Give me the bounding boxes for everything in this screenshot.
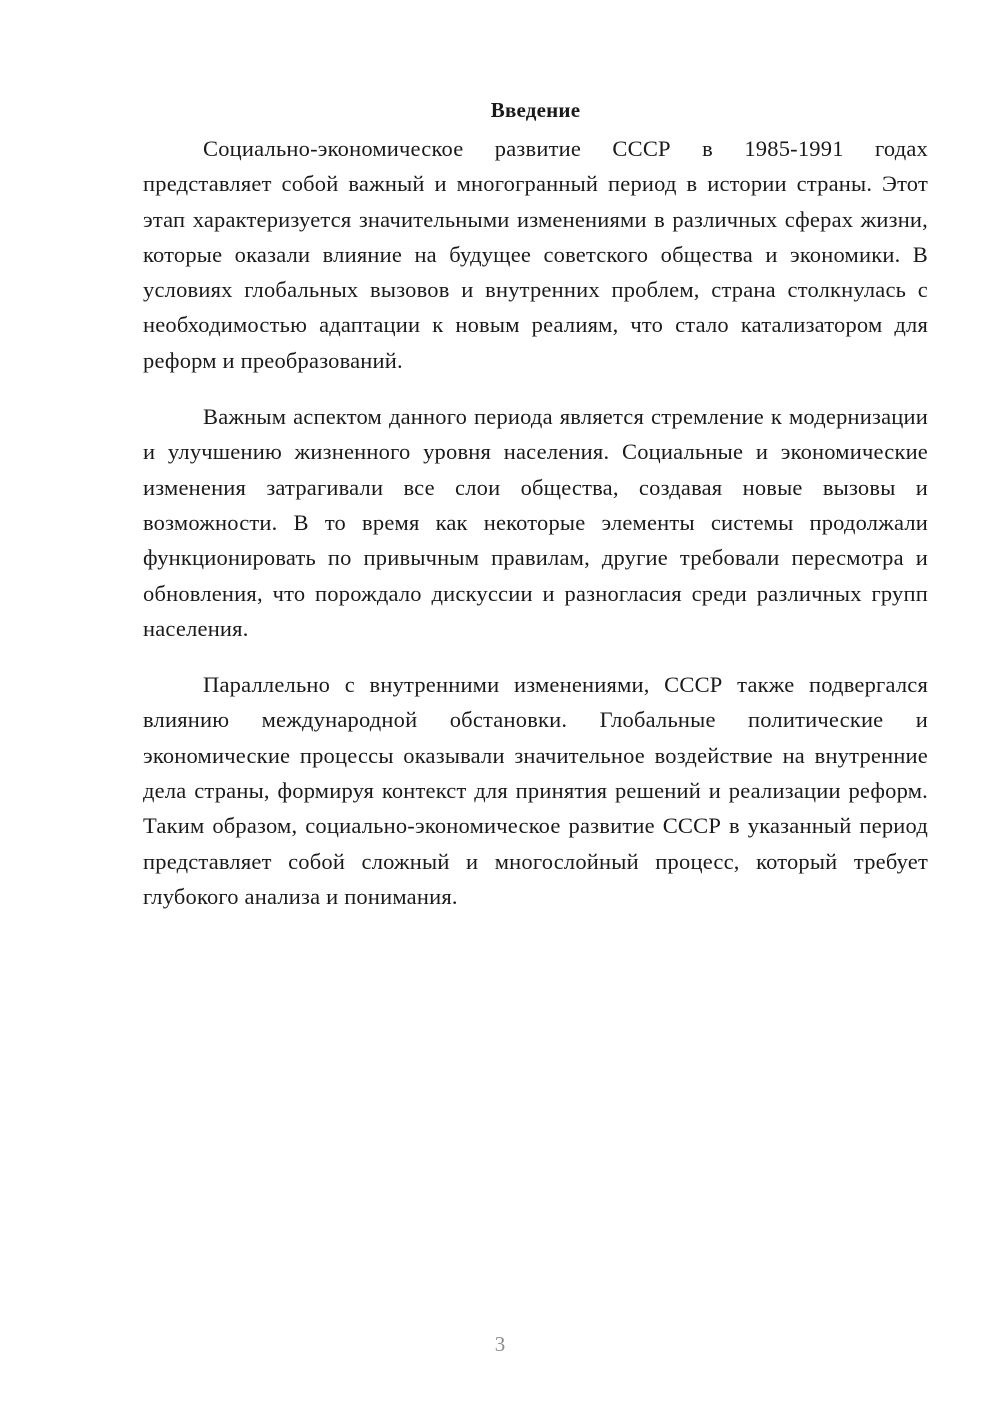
page-number: 3 (494, 1332, 506, 1356)
paragraph-3: Параллельно с внутренними изменениями, СССР также подвергался влиянию международной обстановки. Глобальные политические и экономические процессы оказывали значительное воздействие на внутренние дела страны, формируя контекст для принятия решений и реализации реформ. Таким образом, социально-экономическое развитие СССР в указанный период представляет собой сложный и многослойный процесс, который требует глубокого анализа и понимания. (143, 672, 928, 909)
paragraph-2: Важным аспектом данного периода является стремление к модернизации и улучшению жизненного уровня населения. Социальные и экономические изменения затрагивали все слои общества, создавая новые вызовы и возможности. В то время как некоторые элементы системы продолжали функционировать по привычным правилам, другие требовали пересмотра и обновления, что порождало дискуссии и разногласия среди различных групп населения. (143, 404, 928, 641)
section-title: Введение (490, 98, 581, 122)
page-content (143, 92, 928, 935)
paragraph-1: Социально-экономическое развитие СССР в 1985-1991 годах представляет собой важный и многогранный период в истории страны. Этот этап характеризуется значительными изменениями в различных сферах жизни, которые оказали влияние на будущее советского общества и экономики. В условиях глобальных вызовов и внутренних проблем, страна столкнулась с необходимостью адаптации к новым реалиям, что стало катализатором для реформ и преобразований. (143, 136, 928, 373)
